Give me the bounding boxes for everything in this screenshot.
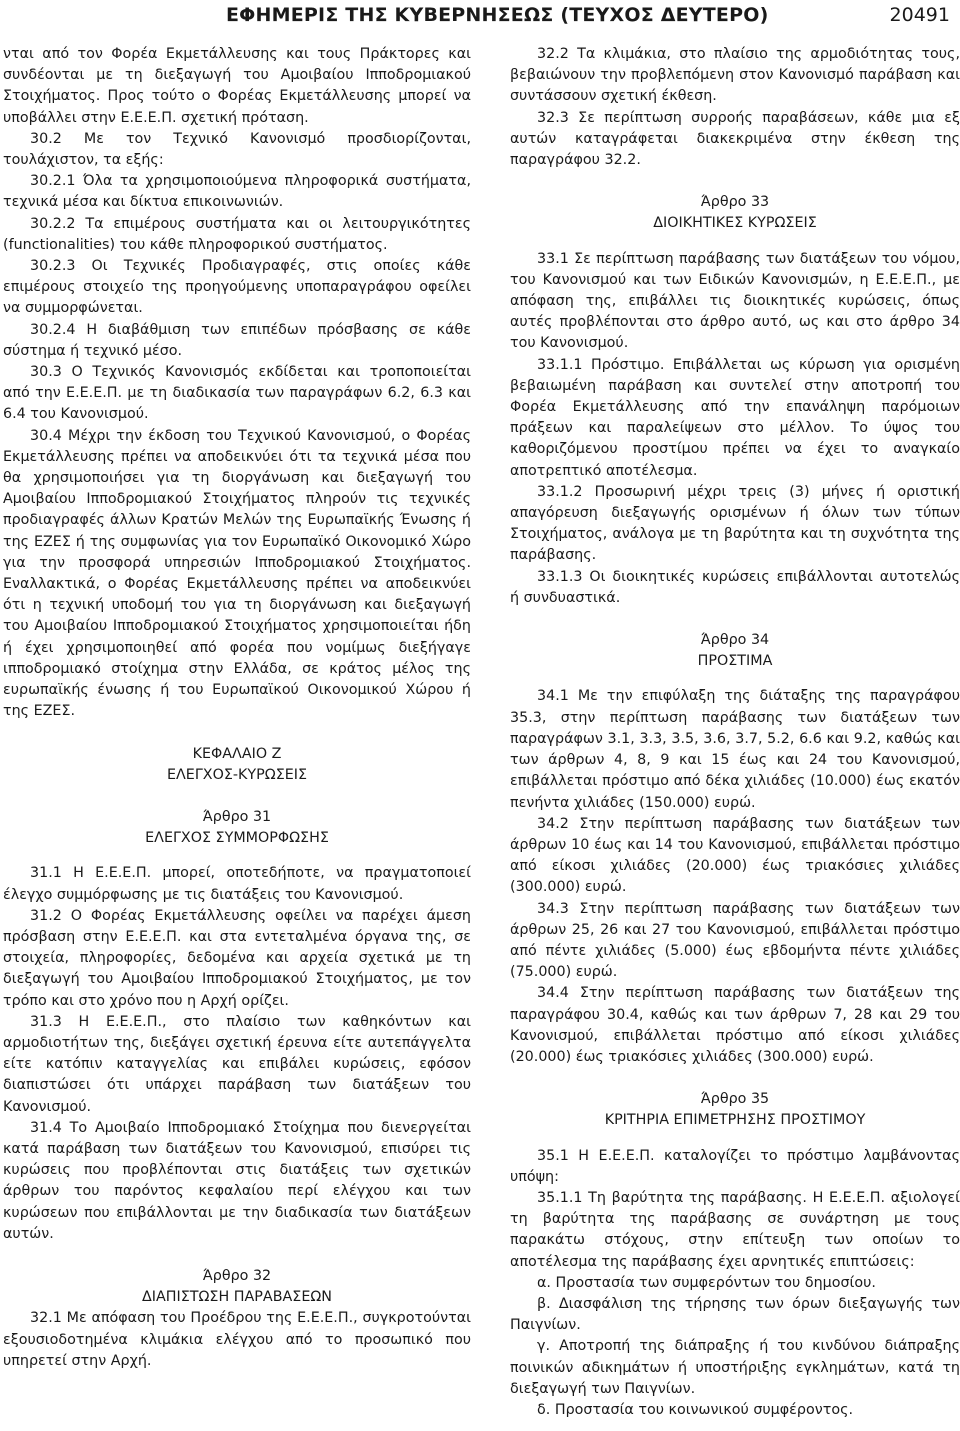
paragraph: 33.1.2 Προσωρινή μέχρι τρεις (3) μήνες ή οριστική απαγόρευση διεξαγωγής ορισμένων ή όλων των τύπων Στοιχήματος, ανάλογα με τη βαρύτητα και τη συχνότητα της παράβασης. — [510, 483, 960, 564]
chapter-number: ΚΕΦΑΛΑΙΟ Ζ — [192, 745, 282, 762]
page-number: 20491 — [889, 4, 950, 26]
article-title: ΠΡΟΣΤΙΜΑ — [697, 653, 773, 670]
paragraph: 34.3 Στην περίπτωση παράβασης των διατάξεων των άρθρων 25, 26 και 27 του Κανονισμού, επιβάλλεται πρόστιμο από πέντε χιλιάδες (5.000) έως εβδομήντα πέντε χιλιάδες (75.000) ευρώ. — [510, 900, 960, 981]
article-title: ΕΛΕΓΧΟΣ ΣΥΜΜΟΡΦΩΣΗΣ — [145, 830, 329, 847]
paragraph: 31.2 Ο Φορέας Εκμετάλλευσης οφείλει να παρέχει άμεση πρόσβαση στην Ε.Ε.Ε.Π. και στα εντεταλμένα όργανα της, σε στοιχεία, πληροφορίες, δεδομένα και αρχεία σχετικά με τη διεξαγωγή του Αμοιβαίου Ιπποδρομιακού Στοιχήματος, με τον τρόπο και στο χρόνο που η Αρχή ορίζει. — [3, 907, 471, 1009]
chapter-title: ΕΛΕΓΧΟΣ-ΚΥΡΩΣΕΙΣ — [166, 766, 308, 783]
paragraph: 30.2.4 Η διαβάθμιση των επιπέδων πρόσβασης σε κάθε σύστημα ή τεχνικό μέσο. — [3, 321, 471, 359]
paragraph: 32.2 Τα κλιμάκια, στο πλαίσιο της αρμοδιότητας τους, βεβαιώνουν την προβλεπόμενη στον Κανονισμό παράβαση και συντάσσουν σχετική έκθεση. — [510, 46, 960, 105]
paragraph: 31.4 Το Αμοιβαίο Ιπποδρομιακό Στοίχημα που διενεργείται κατά παράβαση των διατάξεων του Κανονισμού, επισύρει τις κυρώσεις που προβλέπονται στις διατάξεις των σχετικών άρθρων του παρόντος κεφαλαίου περί ελέγχου και των κυρώσεων που επιβάλλονται με την διαδικασία των διατάξεων αυτών. — [3, 1119, 471, 1242]
paragraph: 35.1 Η Ε.Ε.Ε.Π. καταλογίζει το πρόστιμο λαμβάνοντας υπόψη: — [510, 1147, 960, 1185]
right-column — [510, 44, 960, 1421]
paragraph: νται από τον Φορέα Εκμετάλλευσης και τους Πράκτορες και συνδέονται με τη διεξαγωγή του Αμοιβαίου Ιπποδρομιακού Στοιχήματος. Προς τούτο ο Φορέας Εκμετάλλευσης μπορεί να υποβάλλει στην Ε.Ε.Ε.Π. σχετική πρόταση. — [3, 46, 471, 126]
paragraph: 32.1 Με απόφαση του Προέδρου της Ε.Ε.Ε.Π., συγκροτούνται εξουσιοδοτημένα κλιμάκια ελέγχου από το προσωπικό που υπηρετεί στην Αρχή. — [3, 1310, 471, 1369]
article-title: ΔΙΑΠΙΣΤΩΣΗ ΠΑΡΑΒΑΣΕΩΝ — [142, 1289, 332, 1306]
list-item: α. Προστασία των συμφερόντων του δημοσίου. — [537, 1274, 876, 1291]
article-number: Άρθρο 34 — [700, 632, 770, 649]
left-column — [3, 44, 471, 1372]
paragraph: 33.1.1 Πρόστιμο. Επιβάλλεται ως κύρωση για ορισμένη βεβαιωμένη παράβαση και συντελεί στην αποτροπή του Φορέα Εκμετάλλευσης από την επανάληψη παρόμοιων πράξεων και παραλείψεων στο μέλλον. Το ύψος του καθοριζόμενου προστίμου πρέπει να έχει το αναγκαίο αποτρεπτικό αποτέλεσμα. — [510, 356, 960, 479]
page-header — [0, 0, 960, 34]
paragraph: 30.3 Ο Τεχνικός Κανονισμός εκδίδεται και τροποποιείται από την Ε.Ε.Ε.Π. με τη διαδικασία των παραγράφων 6.2, 6.3 και 6.4 του Κανονισμού. — [3, 364, 471, 423]
paragraph: 31.3 Η Ε.Ε.Ε.Π., στο πλαίσιο των καθηκόντων και αρμοδιοτήτων της, διεξάγει σχετική έρευνα είτε αυτεπάγγελτα είτε κατόπιν καταγγελίας και επιβάλει κυρώσεις, εφόσον διαπιστώσει ότι υπάρχει παράβαση των διατάξεων του Κανονισμού. — [3, 1013, 471, 1115]
list-item: β. Διασφάλιση της τήρησης των όρων διεξαγωγής των Παιγνίων. — [510, 1295, 960, 1334]
paragraph: 34.1 Με την επιφύλαξη της διάταξης της παραγράφου 35.3, στην περίπτωση παράβασης των διατάξεων των παραγράφων 3.1, 3.3, 3.5, 3.6, 3.7, 5.2, 6.6 και 9.2, καθώς και των άρθρων 4, 8, 9 και 15 έως και 24 του Κανονισμού, επιβάλλεται πρόστιμο από δέκα χιλιάδες (10.000) έως εκατόν πενήντα χιλιάδες (150.000) ευρώ. — [510, 688, 960, 811]
paragraph: 32.3 Σε περίπτωση συρροής παραβάσεων, κάθε μια εξ αυτών καταγράφεται διακεκριμένα στην έκθεση της παραγράφου 32.2. — [510, 109, 960, 169]
paragraph: 34.2 Στην περίπτωση παράβασης των διατάξεων των άρθρων 10 έως και 14 του Κανονισμού, επιβάλλεται πρόστιμο από είκοσι χιλιάδες (20.000) έως τριακόσιες χιλιάδες (300.000) ευρώ. — [510, 815, 960, 896]
article-number: Άρθρο 31 — [202, 808, 272, 825]
list-item: γ. Αποτροπή της διάπραξης ή του κινδύνου διάπραξης ποινικών αδικημάτων ή υποστήριξης εγκλημάτων, κατά τη διεξαγωγή των Παιγνίων. — [510, 1338, 960, 1397]
paragraph: 33.1.3 Οι διοικητικές κυρώσεις επιβάλλονται αυτοτελώς ή συνδυαστικά. — [510, 568, 960, 606]
list-item: δ. Προστασία του κοινωνικού συμφέροντος. — [537, 1401, 854, 1418]
paragraph: 30.2.1 Όλα τα χρησιμοποιούμενα πληροφορικά συστήματα, τεχνικά μέσα και δίκτυα επικοινωνιών. — [3, 173, 471, 211]
paragraph: 30.2.3 Οι Τεχνικές Προδιαγραφές, στις οποίες κάθε επιμέρους στοιχείο της προηγούμενης υποπαραγράφου οφείλει να συμμορφώνεται. — [3, 258, 471, 317]
article-title: ΔΙΟΙΚΗΤΙΚΕΣ ΚΥΡΩΣΕΙΣ — [653, 215, 817, 232]
article-number: Άρθρο 35 — [700, 1091, 770, 1108]
paragraph: 30.2.2 Τα επιμέρους συστήματα και οι λειτουργικότητες (functionalities) του κάθε πληροφορικού συστήματος. — [3, 215, 471, 253]
paragraph: 30.2 Με τον Τεχνικό Κανονισμό προσδιορίζονται, τουλάχιστον, τα εξής: — [3, 130, 471, 169]
article-number: Άρθρο 32 — [202, 1267, 272, 1284]
paragraph: 35.1.1 Τη βαρύτητα της παράβασης. Η Ε.Ε.Ε.Π. αξιολογεί τη βαρύτητα της παράβασης σε συνάρτηση με τους παρακάτω στόχους, στην επίτευξη των οποίων το αποτέλεσμα της παράβασης έχει αρνητικές επιπτώσεις: — [510, 1189, 960, 1270]
article-title: ΚΡΙΤΗΡΙΑ ΕΠΙΜΕΤΡΗΣΗΣ ΠΡΟΣΤΙΜΟΥ — [604, 1112, 866, 1129]
article-number: Άρθρο 33 — [700, 194, 770, 211]
paragraph: 31.1 Η Ε.Ε.Ε.Π. μπορεί, οποτεδήποτε, να πραγματοποιεί έλεγχο συμμόρφωσης με τις διατάξεις του Κανονισμού. — [3, 865, 471, 903]
paragraph: 34.4 Στην περίπτωση παράβασης των διατάξεων της παραγράφου 30.4, καθώς και των άρθρων 7, 28 και 29 του Κανονισμού, επιβάλλεται πρόστιμο από είκοσι χιλιάδες (20.000) έως τριακόσιες χιλιάδες (300.000) ευρώ. — [510, 985, 960, 1065]
paragraph: 30.4 Μέχρι την έκδοση του Τεχνικού Κανονισμού, ο Φορέας Εκμετάλλευσης πρέπει να αποδεικνύει ότι τα τεχνικά μέσα που θα χρησιμοποιήσει για τη διοργάνωση και διεξαγωγή του Αμοιβαίου Ιπποδρομιακού Στοιχήματος πληρούν τις τεχνικές προδιαγραφές άλλων Κρατών Μελών της Ευρωπαϊκής Ένωσης ή της ΕΖΕΣ ή της συμφωνίας για τον Ευρωπαϊκό Οικονομικό Χώρο για την προσφορά υπηρεσιών Ιπποδρομιακού Στοιχήματος. Εναλλακτικά, ο Φορέας Εκμετάλλευσης πρέπει να αποδεικνύει ότι η τεχνική υποδομή του για τη διοργάνωση και διεξαγωγή του Αμοιβαίου Ιπποδρομιακού Στοιχήματος χρησιμοποιείται ήδη ή έχει χρησιμοποιηθεί από φορέα που νομίμως διεξήγαγε ιπποδρομιακό στοίχημα στην Ελλάδα, σε κράτος μέλος της ευρωπαϊκής ένωσης ή του Ευρωπαϊκού Οικονομικού Χώρου ή της ΕΖΕΣ. — [3, 427, 471, 720]
paragraph: 33.1 Σε περίπτωση παράβασης των διατάξεων του νόμου, του Κανονισμού και των Ειδικών Κανονισμών, η Ε.Ε.Ε.Π., με απόφαση της, επιβάλλει τις διοικητικές κυρώσεις, όπως αυτές προβλέπονται στο άρθρο αυτό, ως και στο άρθρο 34 του Κανονισμού. — [510, 250, 960, 352]
gazette-title: ΕΦΗΜΕΡΙΣ ΤΗΣ ΚΥΒΕΡΝΗΣΕΩΣ (ΤΕΥΧΟΣ ΔΕΥΤΕΡΟ) — [226, 4, 769, 26]
